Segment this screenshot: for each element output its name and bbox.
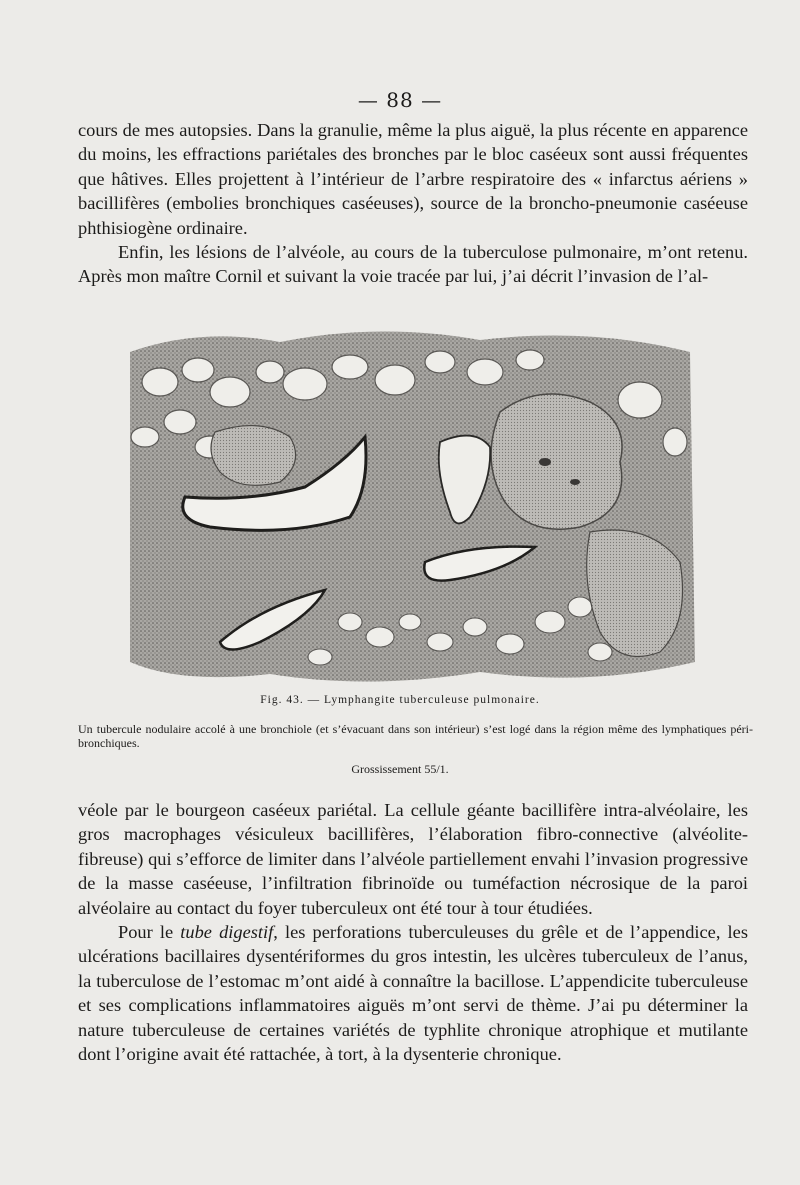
figure-caption: Un tubercule nodulaire accolé à une bronchiole (et s’évacuant dans son intérieur) s’est logé dans la région même des lymphatiques péri-bronchiques. [78,722,753,750]
figure-title: Fig. 43. — Lymphangite tuberculeuse pulmonaire. [260,694,540,706]
paragraph [78,920,748,1066]
paragraph: cours de mes autopsies. Dans la granulie, même la plus aiguë, la plus récente en apparence du moins, les effractions pariétales des bronches par le bloc caséeux sont aussi fréquentes que hâtives. Elles projettent à l’intérieur de l’arbre respiratoire des « infarctus aériens » bacillifères (embolies bronchiques caséeuses), source de la broncho-pneumonie caséeuse phthisiogène ordinaire. [78,120,748,238]
bottom-text-block [78,798,748,1066]
paragraph-start: Pour le [118,922,181,943]
page-number: — 88 — [357,88,443,112]
top-text-block [78,118,748,289]
paragraph-rest: , les perforations tuberculeuses du grêle et de l’appendice, les ulcérations bacillaires dysentériformes du gros intestin, les ulcères tuberculeux de l’anus, la tuberculose de l’estomac m’ont aidé à connaître la bacillose. L’appendicite tuberculeuse et ses complications inflammatoires aiguës m’ont servi de thème. J’ai pu déterminer la nature tuberculeuse de certaines variétés de typhlite chronique atrophique et mutilante dont l’origine avait été rattachée, à tort, à la dysenterie chronique. [78,922,748,1065]
paragraph: véole par le bourgeon caséeux pariétal. La cellule géante bacillifère intra-alvéolaire, les gros macrophages vésiculeux bacillifères, l’élaboration fibro-connective (alvéolite-fibreuse) qui s’efforce de limiter dans l’alvéole partiellement envahi l’invasion progressive de la masse caséeuse, l’infiltration fibrinoïde ou tuméfaction nécrosique de la paroi alvéolaire au contact du foyer tuberculeux ont été tour à tour étudiées. [78,800,748,918]
italic-term: tube digestif [180,922,274,943]
figure-magnification: Grossissement 55/1. [351,762,449,776]
histology-illustration [120,322,700,690]
paragraph: Enfin, les lésions de l’alvéole, au cours de la tuberculose pulmonaire, m’ont retenu. Après mon maître Cornil et suivant la voie tracée par lui, j’ai décrit l’invasion de l’al- [78,242,748,287]
